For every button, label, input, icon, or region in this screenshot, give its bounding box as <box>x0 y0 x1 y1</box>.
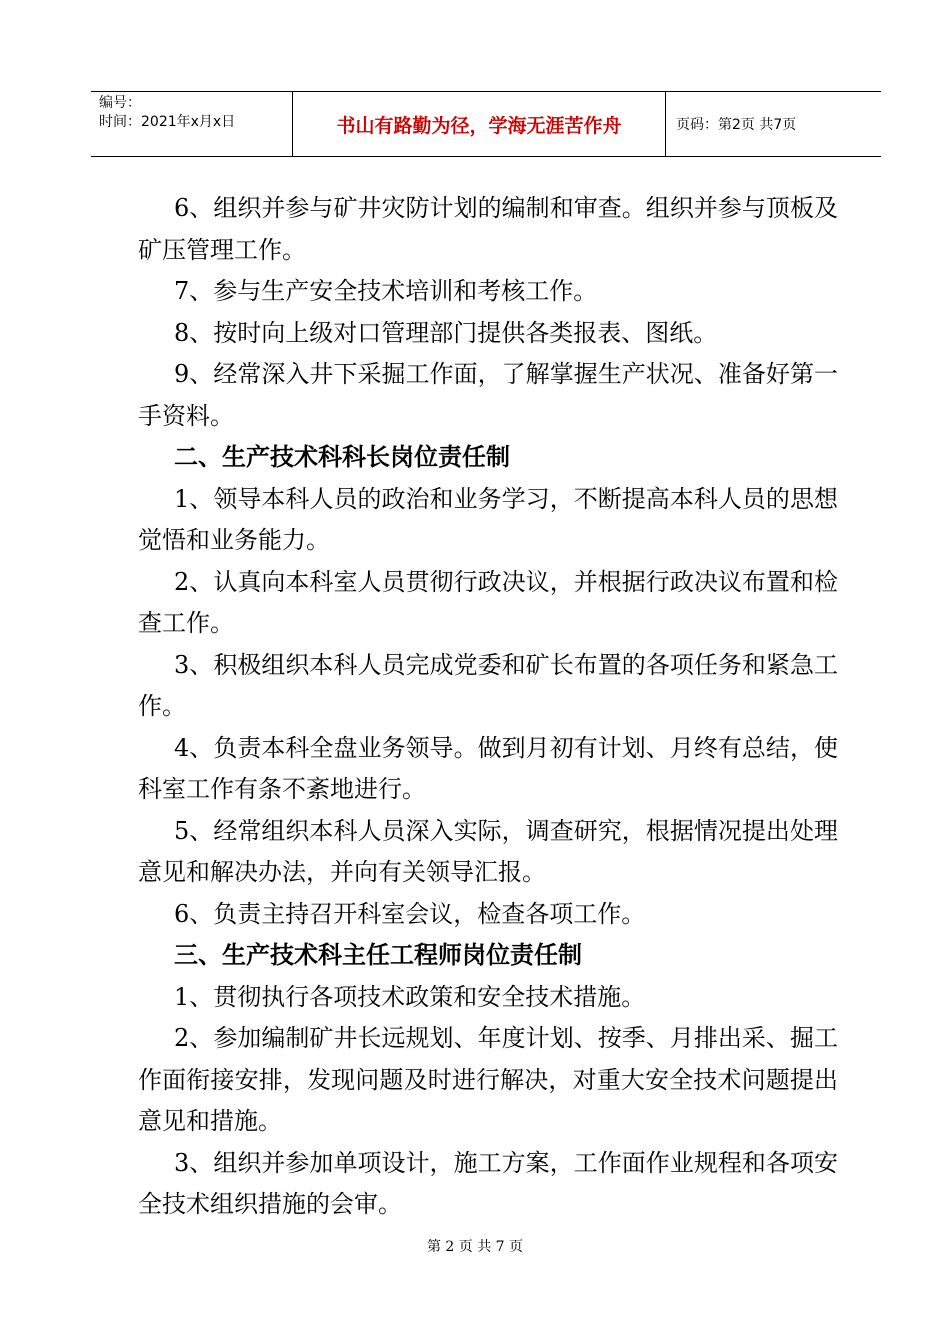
header-page-number: 页码：第2页 共7页 <box>676 117 797 133</box>
header-meta <box>91 92 293 156</box>
body-paragraph: 6、组织并参与矿井灾防计划的编制和审查。组织并参与顶板及矿压管理工作。 <box>138 194 838 264</box>
page-header <box>91 91 881 157</box>
page-footer: 第 2 页 共 7 页 <box>426 1239 524 1255</box>
body-paragraph: 8、按时向上级对口管理部门提供各类报表、图纸。 <box>174 318 718 347</box>
body-paragraph: 1、贯彻执行各项技术政策和安全技术措施。 <box>174 982 646 1011</box>
header-number: 编号： <box>99 95 141 111</box>
body-paragraph: 9、经常深入井下采掘工作面，了解掌握生产状况、准备好第一手资料。 <box>138 360 838 430</box>
body-paragraph: 4、负责本科全盘业务领导。做到月初有计划、月终有总结，使科室工作有条不紊地进行。 <box>138 733 838 803</box>
header-motto: 书山有路勤为径，学海无涯苦作舟 <box>293 92 666 156</box>
body-paragraph: 7、参与生产安全技术培训和考核工作。 <box>174 277 598 305</box>
body-paragraph: 5、经常组织本科人员深入实际，调查研究，根据情况提出处理意见和解决办法，并向有关领导汇报。 <box>138 816 838 886</box>
body-paragraph: 2、参加编制矿井长远规划、年度计划、按季、月排出采、掘工作面衔接安排，发现问题及时进行解决，对重大安全技术问题提出意见和措施。 <box>138 1024 838 1135</box>
body-paragraph: 6、负责主持召开科室会议，检查各项工作。 <box>174 899 646 928</box>
body-paragraph: 1、领导本科人员的政治和业务学习，不断提高本科人员的思想觉悟和业务能力。 <box>138 484 838 554</box>
body-paragraph: 3、积极组织本科人员完成党委和矿长布置的各项任务和紧急工作。 <box>138 650 838 720</box>
section-heading: 二、生产技术科科长岗位责任制 <box>174 443 510 471</box>
document-body <box>138 188 838 1226</box>
section-heading: 三、生产技术科主任工程师岗位责任制 <box>174 941 582 969</box>
header-time: 时间：2021年x月x日 <box>99 114 236 130</box>
body-paragraph: 2、认真向本科室人员贯彻行政决议，并根据行政决议布置和检查工作。 <box>138 567 838 637</box>
body-paragraph: 3、组织并参加单项设计，施工方案，工作面作业规程和各项安全技术组织措施的会审。 <box>138 1148 838 1218</box>
